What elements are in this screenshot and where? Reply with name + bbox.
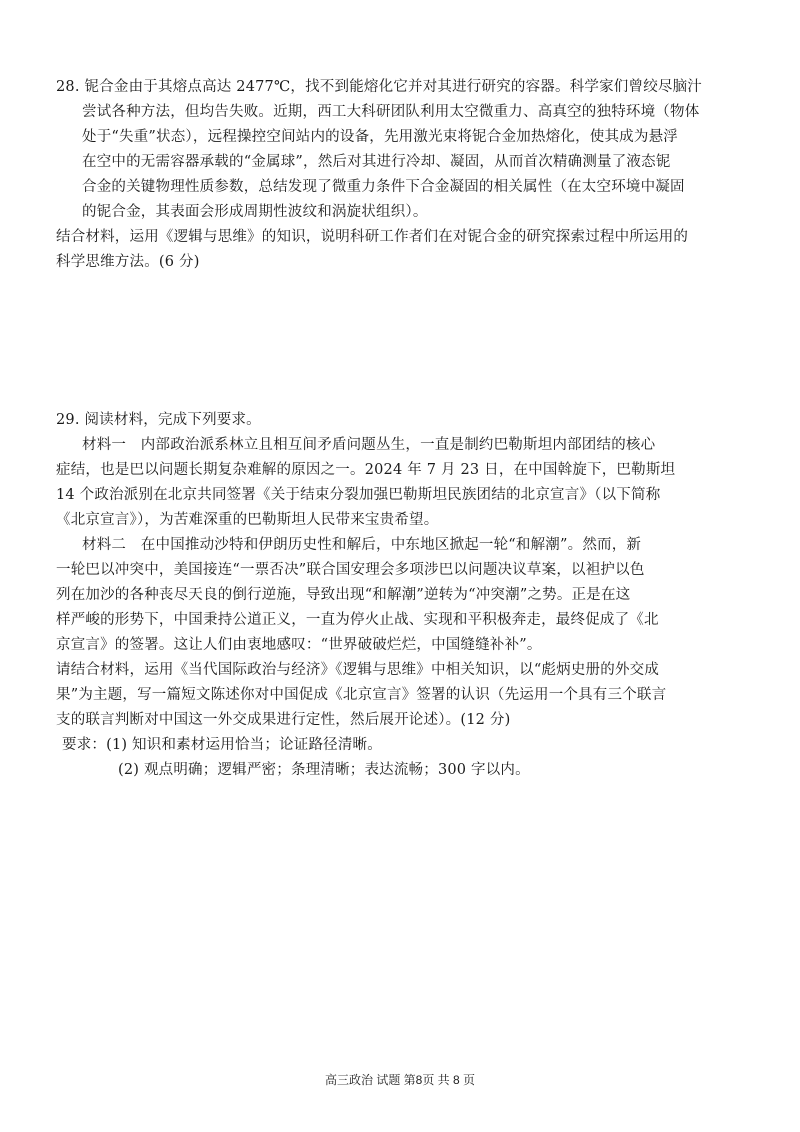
material-2-line-4: 样严峻的形势下，中国秉持公道正义，一直为停火止战、实现和平积极奔走，最终促成了《北 bbox=[56, 612, 659, 628]
material-1-line-2: 症结，也是巴以问题长期复杂难解的原因之一。2024 年 7 月 23 日，在中国斡旋下，巴勒斯坦 bbox=[56, 462, 676, 478]
q28-line-5: 合金的关键物理性质参数，总结发现了微重力条件下合金凝固的相关属性（在太空环境中凝固 bbox=[82, 179, 685, 195]
material-2-line-2: 一轮巴以冲突中，美国接连“一票否决”联合国安理会多项涉巴以问题决议草案，以袒护以色 bbox=[56, 562, 645, 578]
requirement-2: (2) 观点明确；逻辑严密；条理清晰；表达流畅；300 字以内。 bbox=[118, 762, 530, 778]
material-1-line-4: 《北京宣言》），为苦难深重的巴勒斯坦人民带来宝贵希望。 bbox=[56, 512, 439, 528]
task-line-1: 请结合材料，运用《当代国际政治与经济》《逻辑与思维》中相关知识，以“彪炳史册的外交成 bbox=[56, 662, 660, 678]
material-2-line-5: 京宣言》的签署。这让人们由衷地感叹：“世界破破烂烂，中国缝缝补补”。 bbox=[56, 637, 542, 653]
q28-line-2: 尝试各种方法，但均告失败。近期，西工大科研团队利用太空微重力、高真空的独特环境（物体 bbox=[82, 104, 700, 120]
page-footer: 高三政治 试题 第8页 共 8 页 bbox=[324, 1073, 476, 1087]
q28-line-1: 28. 铌合金由于其熔点高达 2477℃，找不到能熔化它并对其进行研究的容器。科学家们曾绞尽脑汁 bbox=[56, 79, 702, 95]
material-1-line-3: 14 个政治派别在北京共同签署《关于结束分裂加强巴勒斯坦民族团结的北京宣言》（以下简称 bbox=[56, 487, 661, 503]
requirement-1: 要求：(1) 知识和素材运用恰当；论证路径清晰。 bbox=[62, 737, 382, 753]
task-line-2: 果”为主题，写一篇短文陈述你对中国促成《北京宣言》签署的认识（先运用一个具有三个联言 bbox=[56, 687, 667, 703]
material-2-line-1: 材料二 在中国推动沙特和伊朗历史性和解后，中东地区掀起一轮“和解潮”。然而，新 bbox=[82, 537, 642, 553]
task-line-3: 支的联言判断对中国这一外交成果进行定性，然后展开论述）。(12 分) bbox=[56, 712, 511, 728]
q28-line-4: 在空中的无需容器承载的“金属球”，然后对其进行冷却、凝固，从而首次精确测量了液态铌 bbox=[82, 154, 671, 170]
q28-line-8: 科学思维方法。(6 分) bbox=[56, 254, 200, 270]
material-1-line-1: 材料一 内部政治派系林立且相互间矛盾问题丛生，一直是制约巴勒斯坦内部团结的核心 bbox=[82, 437, 656, 453]
material-2-line-3: 列在加沙的各种丧尽天良的倒行逆施，导致出现“和解潮”逆转为“冲突潮”之势。正是在这 bbox=[56, 587, 631, 603]
q28-line-6: 的铌合金，其表面会形成周期性波纹和涡旋状组织）。 bbox=[82, 204, 428, 220]
q28-line-3: 处于“失重”状态），远程操控空间站内的设备，先用激光束将铌合金加热熔化，使其成为悬浮 bbox=[82, 129, 678, 145]
q29-intro: 29. 阅读材料，完成下列要求。 bbox=[56, 412, 261, 428]
q28-line-7: 结合材料，运用《逻辑与思维》的知识，说明科研工作者们在对铌合金的研究探索过程中所运用的 bbox=[56, 229, 689, 245]
